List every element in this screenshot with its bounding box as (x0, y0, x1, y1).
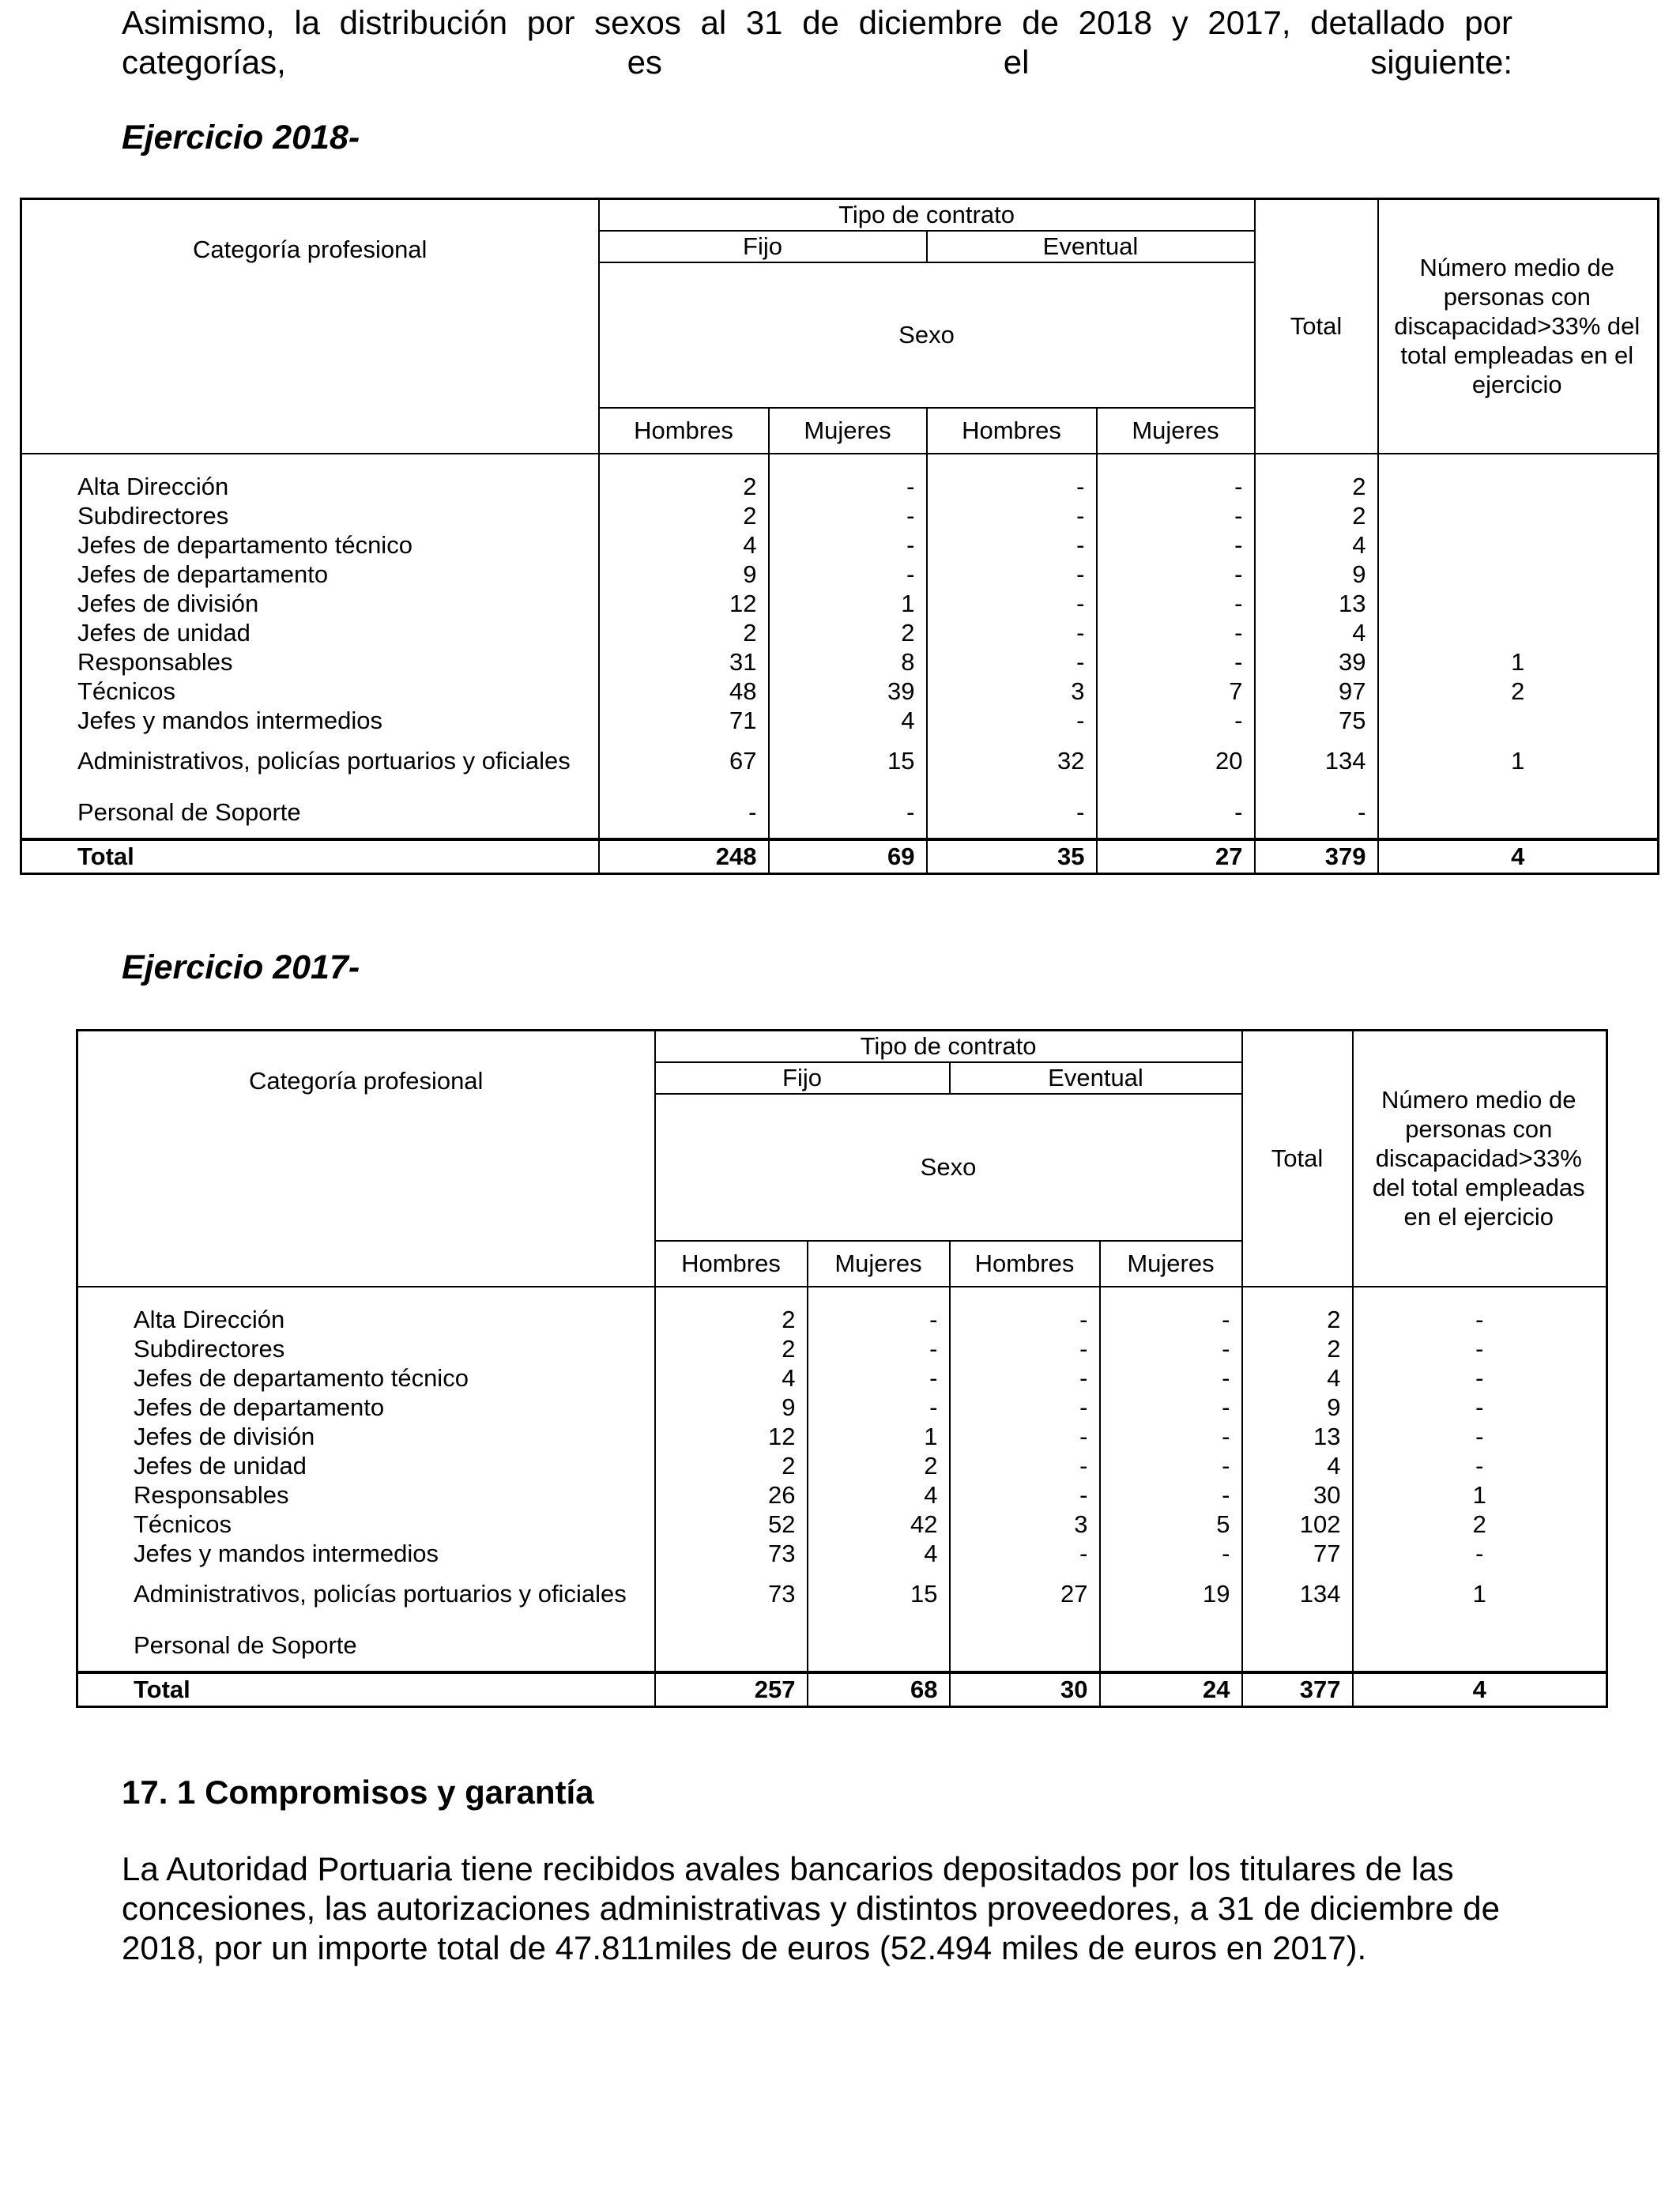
cell-fm: 15 (808, 1568, 950, 1619)
cell-discapacidad: - (1353, 1539, 1607, 1568)
table-row (21, 589, 1659, 618)
cell-total: 4 (1242, 1363, 1353, 1393)
row-category: Jefes de unidad (77, 618, 250, 647)
row-category: Jefes de unidad (134, 1451, 307, 1480)
row-category: Personal de Soporte (77, 797, 301, 826)
cell-em: 19 (1100, 1568, 1242, 1619)
table-row (77, 1305, 1607, 1334)
cell-eh: 3 (927, 677, 1097, 706)
cell-total: 97 (1255, 677, 1378, 706)
cell-total: 39 (1255, 647, 1378, 677)
header-fijo: Fijo (655, 1062, 950, 1094)
header-blank (21, 408, 599, 454)
total-discapacidad: 4 (1378, 839, 1659, 874)
cell-fh: 2 (655, 1451, 808, 1480)
cell-em: - (1097, 786, 1255, 839)
cell-discapacidad: 1 (1353, 1480, 1607, 1510)
cell-em (1100, 1619, 1242, 1672)
cell-eh: - (927, 786, 1097, 839)
row-category: Jefes y mandos intermedios (77, 706, 382, 734)
header-sexo: Sexo (655, 1094, 1242, 1241)
cell-fm: 1 (808, 1422, 950, 1451)
table-row (77, 1619, 1607, 1672)
cell-fh: 2 (599, 501, 769, 530)
cell-fm: 15 (769, 735, 927, 786)
cell-discapacidad: 1 (1353, 1568, 1607, 1619)
cell-eh: 32 (927, 735, 1097, 786)
cell-em: - (1100, 1363, 1242, 1393)
table-row (77, 1422, 1607, 1451)
cell-discapacidad: - (1353, 1393, 1607, 1422)
cell-discapacidad: - (1353, 1451, 1607, 1480)
table-2017-body (77, 1287, 1607, 1707)
cell-em: - (1097, 472, 1255, 501)
cell-total: 2 (1242, 1334, 1353, 1363)
header-total: Total (1255, 199, 1378, 454)
total-fh: 257 (655, 1672, 808, 1707)
cell-total: 2 (1255, 472, 1378, 501)
cell-fh: 52 (655, 1510, 808, 1539)
cell-em: - (1097, 706, 1255, 735)
cell-discapacidad: 1 (1378, 735, 1659, 786)
cell-fm: - (769, 530, 927, 560)
total-label: Total (77, 1672, 655, 1707)
header-eventual: Eventual (927, 231, 1255, 262)
cell-em: - (1100, 1539, 1242, 1568)
header-total: Total (1242, 1031, 1353, 1287)
cell-fm: - (769, 786, 927, 839)
cell-eh: - (950, 1451, 1100, 1480)
cell-total: 13 (1255, 589, 1378, 618)
cell-total: 2 (1255, 501, 1378, 530)
cell-fh: - (599, 786, 769, 839)
cell-total: 102 (1242, 1510, 1353, 1539)
cell-eh: - (950, 1363, 1100, 1393)
total-fm: 68 (808, 1672, 950, 1707)
row-category: Personal de Soporte (134, 1630, 357, 1659)
cell-eh (950, 1619, 1100, 1672)
total-total: 377 (1242, 1672, 1353, 1707)
cell-eh: - (950, 1539, 1100, 1568)
cell-discapacidad (1378, 786, 1659, 839)
cell-fm: 1 (769, 589, 927, 618)
cell-fm: 4 (769, 706, 927, 735)
cell-total: 2 (1242, 1305, 1353, 1334)
header-hombres: Hombres (927, 408, 1097, 454)
header-blank (77, 1241, 655, 1287)
table-row (77, 1480, 1607, 1510)
header-tipo-contrato: Tipo de contrato (655, 1031, 1242, 1062)
cell-fh: 71 (599, 706, 769, 735)
cell-em: - (1100, 1480, 1242, 1510)
cell-em: - (1097, 589, 1255, 618)
cell-total: 77 (1242, 1539, 1353, 1568)
cell-fm: - (808, 1363, 950, 1393)
cell-em: - (1097, 501, 1255, 530)
cell-em: 5 (1100, 1510, 1242, 1539)
cell-discapacidad: 2 (1378, 677, 1659, 706)
cell-eh: - (950, 1305, 1100, 1334)
cell-em: - (1097, 647, 1255, 677)
cell-total: 9 (1242, 1393, 1353, 1422)
row-category: Jefes de departamento (134, 1393, 385, 1421)
cell-eh: - (950, 1334, 1100, 1363)
table-row (77, 1568, 1607, 1619)
cell-fm: - (769, 560, 927, 589)
header-hombres: Hombres (655, 1241, 808, 1287)
cell-fh: 9 (599, 560, 769, 589)
header-categoria: Categoría profesional (21, 199, 599, 408)
total-discapacidad: 4 (1353, 1672, 1607, 1707)
total-em: 27 (1097, 839, 1255, 874)
cell-eh: - (950, 1422, 1100, 1451)
table-row (77, 1393, 1607, 1422)
table-row (21, 706, 1659, 735)
row-category: Subdirectores (134, 1334, 285, 1363)
cell-fh: 73 (655, 1539, 808, 1568)
cell-eh: 3 (950, 1510, 1100, 1539)
cell-fh: 67 (599, 735, 769, 786)
header-mujeres: Mujeres (1100, 1241, 1242, 1287)
header-discapacidad: Número medio de personas con discapacidad>33% del total empleadas en el ejercicio (1353, 1031, 1607, 1287)
cell-discapacidad (1378, 706, 1659, 735)
cell-total (1242, 1619, 1353, 1672)
row-category: Alta Dirección (134, 1305, 285, 1333)
cell-total: 75 (1255, 706, 1378, 735)
cell-fm: 39 (769, 677, 927, 706)
row-category: Jefes de división (134, 1422, 315, 1450)
cell-discapacidad: 2 (1353, 1510, 1607, 1539)
cell-total: 134 (1242, 1568, 1353, 1619)
cell-fh: 2 (599, 472, 769, 501)
cell-fh: 4 (655, 1363, 808, 1393)
cell-discapacidad (1378, 472, 1659, 501)
cell-fh: 73 (655, 1568, 808, 1619)
cell-fh: 31 (599, 647, 769, 677)
cell-eh: - (927, 647, 1097, 677)
total-fh: 248 (599, 839, 769, 874)
header-hombres: Hombres (950, 1241, 1100, 1287)
table-row (77, 1510, 1607, 1539)
cell-discapacidad (1378, 589, 1659, 618)
row-category: Técnicos (77, 677, 176, 705)
cell-fm: 2 (808, 1451, 950, 1480)
cell-em: - (1097, 618, 1255, 647)
cell-em: - (1100, 1334, 1242, 1363)
row-category: Administrativos, policías portuarios y oficiales (134, 1579, 627, 1608)
closing-paragraph: La Autoridad Portuaria tiene recibidos avales bancarios depositados por los titulares de las concesiones, las autorizaciones administrativas y distintos proveedores, a 31 de diciembre de 2018, por un importe total de 47.811miles de euros (52.494 miles de euros en 2017). (122, 1850, 1500, 1966)
header-tipo-contrato: Tipo de contrato (599, 199, 1255, 231)
table-row (77, 1334, 1607, 1363)
cell-fm: 8 (769, 647, 927, 677)
table-row (21, 618, 1659, 647)
cell-total: 13 (1242, 1422, 1353, 1451)
cell-em: 20 (1097, 735, 1255, 786)
row-category: Técnicos (134, 1510, 232, 1538)
total-eh: 30 (950, 1672, 1100, 1707)
cell-discapacidad (1378, 560, 1659, 589)
cell-discapacidad (1378, 530, 1659, 560)
cell-fm: - (808, 1334, 950, 1363)
cell-fh: 12 (599, 589, 769, 618)
table-row (21, 735, 1659, 786)
table-row (77, 1451, 1607, 1480)
cell-discapacidad: - (1353, 1305, 1607, 1334)
cell-fh: 9 (655, 1393, 808, 1422)
total-em: 24 (1100, 1672, 1242, 1707)
cell-em: - (1100, 1393, 1242, 1422)
cell-eh: - (927, 560, 1097, 589)
cell-total: 30 (1242, 1480, 1353, 1510)
header-sexo: Sexo (599, 262, 1255, 408)
cell-eh: - (927, 618, 1097, 647)
cell-discapacidad (1378, 501, 1659, 530)
cell-fm: - (808, 1393, 950, 1422)
cell-fm: 2 (769, 618, 927, 647)
row-category: Jefes de división (77, 589, 259, 617)
cell-eh: - (927, 472, 1097, 501)
header-eventual: Eventual (950, 1062, 1242, 1094)
table-2018 (20, 198, 1659, 875)
row-category: Responsables (77, 647, 233, 676)
cell-fh: 2 (599, 618, 769, 647)
total-eh: 35 (927, 839, 1097, 874)
cell-total: - (1255, 786, 1378, 839)
cell-fm: - (808, 1305, 950, 1334)
header-mujeres: Mujeres (808, 1241, 950, 1287)
row-category: Subdirectores (77, 501, 229, 530)
row-category: Alta Dirección (77, 472, 229, 500)
cell-em: 7 (1097, 677, 1255, 706)
table-row (77, 1539, 1607, 1568)
row-category: Responsables (134, 1480, 289, 1509)
cell-discapacidad: 1 (1378, 647, 1659, 677)
total-fm: 69 (769, 839, 927, 874)
header-hombres: Hombres (599, 408, 769, 454)
header-categoria: Categoría profesional (77, 1031, 655, 1241)
total-row (77, 1672, 1607, 1707)
header-discapacidad: Número medio de personas con discapacidad>33% del total empleadas en el ejercicio (1378, 199, 1659, 454)
header-fijo: Fijo (599, 231, 927, 262)
table-2017 (76, 1029, 1608, 1708)
table-row (21, 786, 1659, 839)
table-row (21, 560, 1659, 589)
row-category: Administrativos, policías portuarios y oficiales (77, 746, 571, 775)
cell-eh: 27 (950, 1568, 1100, 1619)
cell-fm: - (769, 472, 927, 501)
cell-discapacidad: - (1353, 1334, 1607, 1363)
cell-discapacidad: - (1353, 1363, 1607, 1393)
table-row (77, 1363, 1607, 1393)
section-heading-17: 17. 1 Compromisos y garantía (122, 1774, 594, 1811)
row-category: Jefes de departamento técnico (134, 1363, 469, 1392)
cell-fh: 48 (599, 677, 769, 706)
cell-em: - (1097, 530, 1255, 560)
cell-fm: 42 (808, 1510, 950, 1539)
cell-discapacidad (1378, 618, 1659, 647)
table-row (21, 647, 1659, 677)
cell-em: - (1100, 1451, 1242, 1480)
cell-discapacidad (1353, 1619, 1607, 1672)
cell-fm (808, 1619, 950, 1672)
header-mujeres: Mujeres (1097, 408, 1255, 454)
section-heading-2018: Ejercicio 2018- (122, 119, 360, 156)
cell-total: 134 (1255, 735, 1378, 786)
cell-fh (655, 1619, 808, 1672)
table-row (21, 501, 1659, 530)
row-category: Jefes de departamento (77, 560, 329, 588)
cell-fm: 4 (808, 1539, 950, 1568)
cell-eh: - (950, 1393, 1100, 1422)
cell-total: 4 (1255, 618, 1378, 647)
table-row (21, 472, 1659, 501)
cell-total: 4 (1255, 530, 1378, 560)
cell-eh: - (927, 530, 1097, 560)
table-row (21, 677, 1659, 706)
cell-em: - (1100, 1422, 1242, 1451)
cell-fh: 26 (655, 1480, 808, 1510)
cell-fh: 12 (655, 1422, 808, 1451)
header-mujeres: Mujeres (769, 408, 927, 454)
cell-eh: - (927, 706, 1097, 735)
cell-fh: 4 (599, 530, 769, 560)
total-total: 379 (1255, 839, 1378, 874)
cell-total: 9 (1255, 560, 1378, 589)
table-row (21, 530, 1659, 560)
cell-fm: 4 (808, 1480, 950, 1510)
cell-eh: - (927, 501, 1097, 530)
intro-paragraph: Asimismo, la distribución por sexos al 31 de diciembre de 2018 y 2017, detallado por categorías, es el siguiente: (122, 4, 1512, 81)
cell-eh: - (927, 589, 1097, 618)
total-label: Total (21, 839, 599, 874)
total-row (21, 839, 1659, 874)
cell-em: - (1097, 560, 1255, 589)
cell-em: - (1100, 1305, 1242, 1334)
section-heading-2017: Ejercicio 2017- (122, 948, 360, 986)
table-2018-body (21, 454, 1659, 874)
cell-eh: - (950, 1480, 1100, 1510)
cell-fm: - (769, 501, 927, 530)
row-category: Jefes de departamento técnico (77, 530, 412, 559)
cell-total: 4 (1242, 1451, 1353, 1480)
cell-discapacidad: - (1353, 1422, 1607, 1451)
cell-fh: 2 (655, 1305, 808, 1334)
cell-fh: 2 (655, 1334, 808, 1363)
row-category: Jefes y mandos intermedios (134, 1539, 439, 1567)
